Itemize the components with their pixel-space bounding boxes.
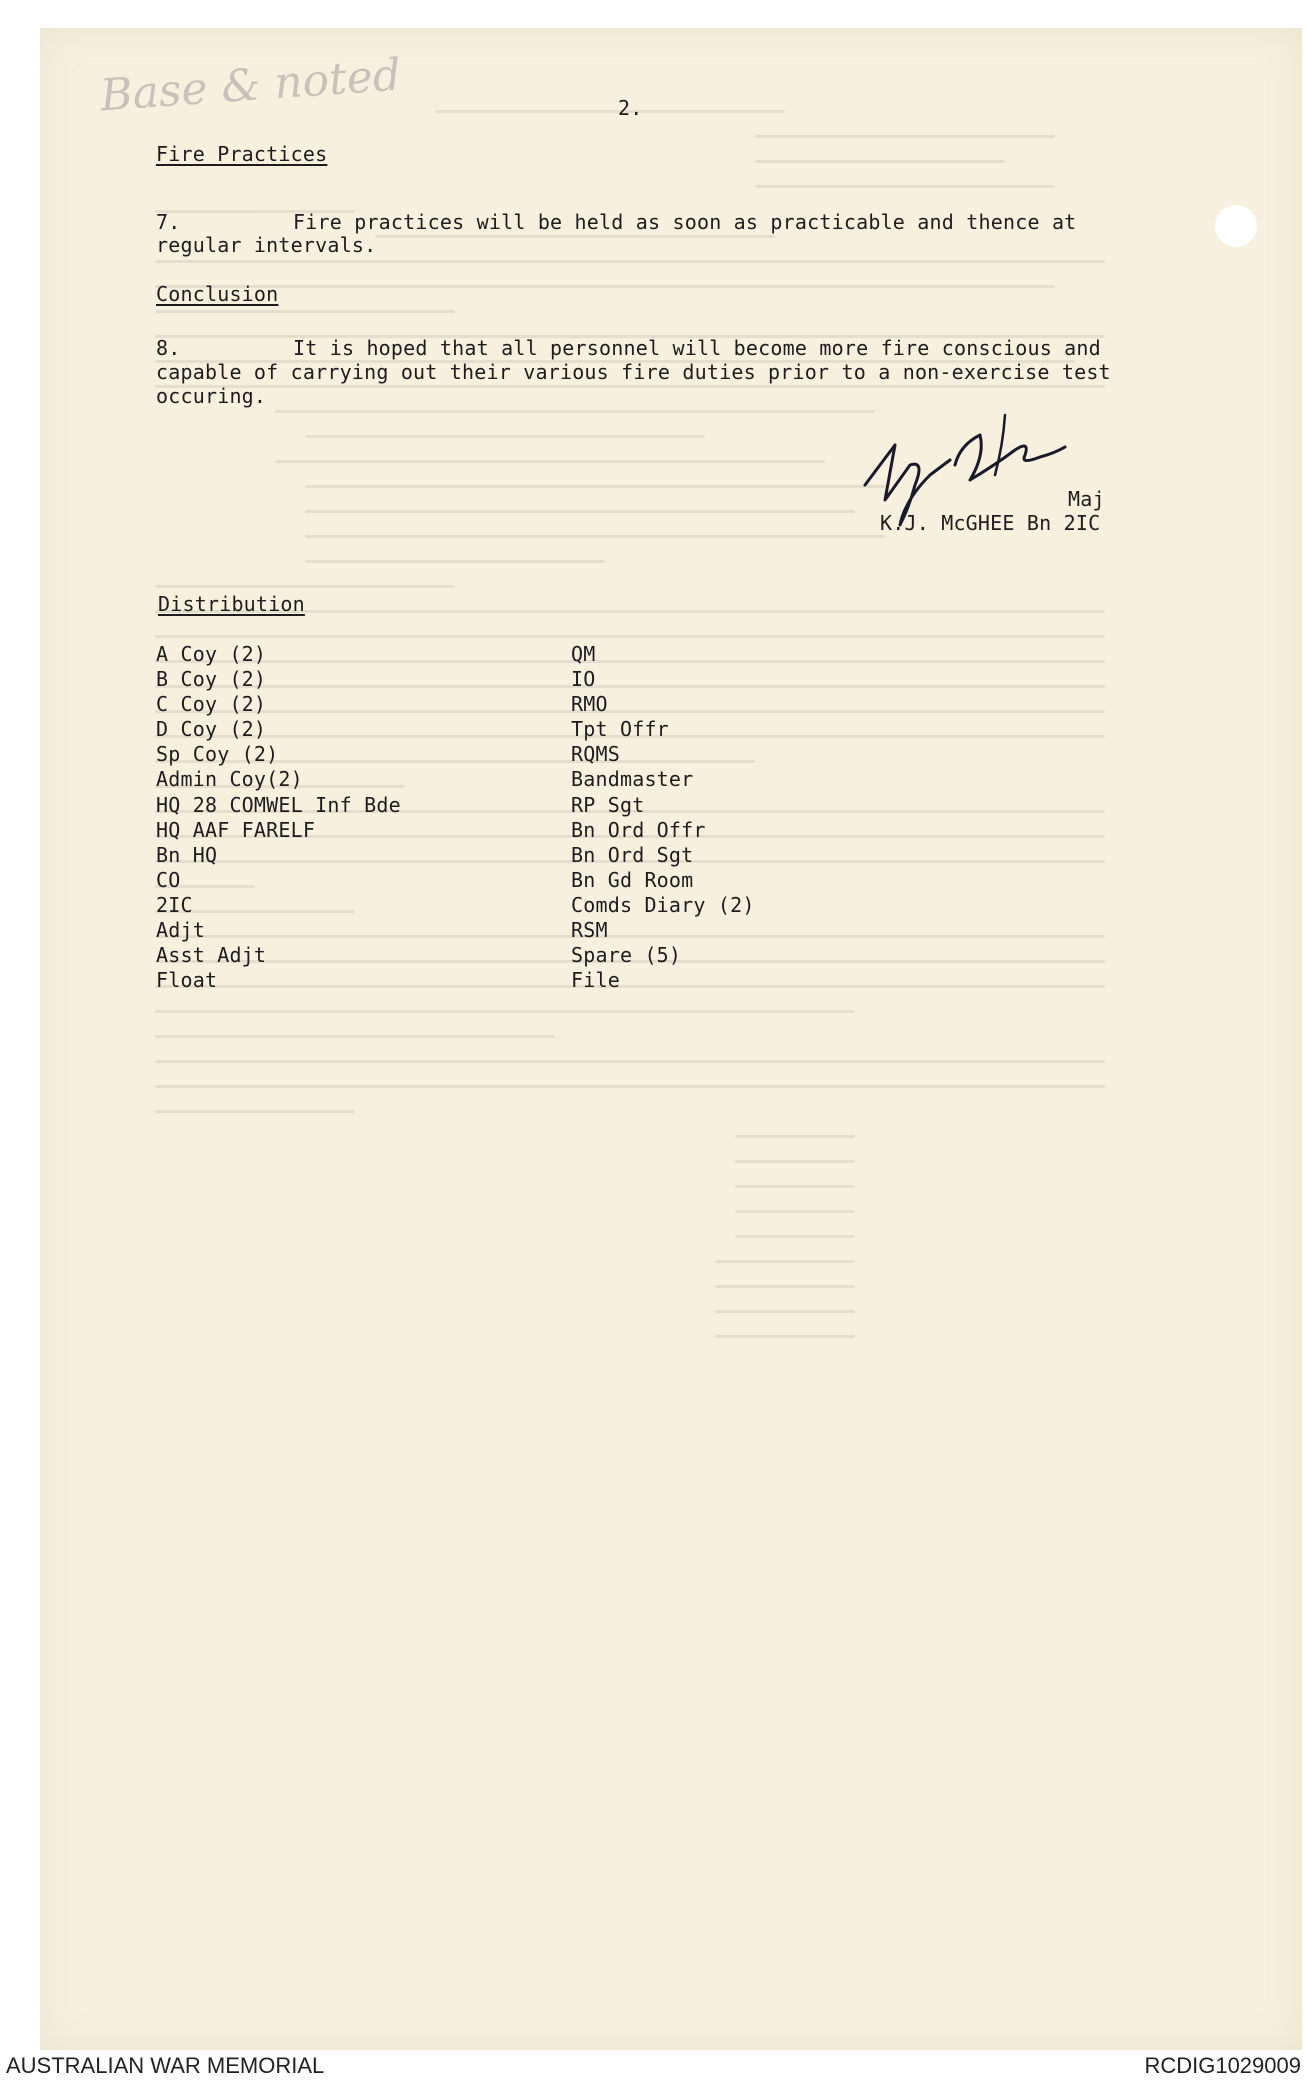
distribution-entry: Bn Ord Sgt: [571, 843, 694, 867]
distribution-entry: Bn HQ: [156, 843, 218, 867]
distribution-entry: Bandmaster: [571, 767, 694, 791]
distribution-entry: B Coy (2): [156, 667, 267, 691]
footer-record-id: RCDIG1029009: [1144, 2053, 1301, 2078]
distribution-entry: File: [571, 968, 620, 992]
distribution-entry: RP Sgt: [571, 793, 645, 817]
para-8-line-2: capable of carrying out their various fire duties prior to a non-exercise test: [156, 360, 1111, 384]
distribution-entry: A Coy (2): [156, 642, 267, 666]
distribution-entry: Adjt: [156, 918, 205, 942]
distribution-entry: RMO: [571, 692, 608, 716]
distribution-entry: Asst Adjt: [156, 943, 267, 967]
para-8-line-1: It is hoped that all personnel will become more fire conscious and: [293, 336, 1101, 360]
distribution-entry: 2IC: [156, 893, 193, 917]
distribution-entry: HQ AAF FARELF: [156, 818, 316, 842]
distribution-entry: D Coy (2): [156, 717, 267, 741]
distribution-entry: Float: [156, 968, 218, 992]
distribution-entry: Sp Coy (2): [156, 742, 279, 766]
distribution-entry: RQMS: [571, 742, 620, 766]
conclusion-heading: Conclusion: [156, 282, 279, 306]
pencil-annotation: Base & noted: [98, 49, 403, 122]
para-7-number: 7.: [156, 210, 181, 234]
distribution-entry: Spare (5): [571, 943, 682, 967]
distribution-entry: Tpt Offr: [571, 717, 669, 741]
punch-hole: [1215, 205, 1257, 247]
footer-institution: AUSTRALIAN WAR MEMORIAL: [6, 2053, 325, 2078]
distribution-entry: HQ 28 COMWEL Inf Bde: [156, 793, 401, 817]
distribution-entry: CO: [156, 868, 181, 892]
distribution-entry: Bn Gd Room: [571, 868, 694, 892]
signatory-rank: Maj: [1068, 487, 1105, 511]
distribution-entry: C Coy (2): [156, 692, 267, 716]
distribution-entry: RSM: [571, 918, 608, 942]
distribution-entry: IO: [571, 667, 596, 691]
distribution-entry: Comds Diary (2): [571, 893, 755, 917]
distribution-entry: QM: [571, 642, 596, 666]
para-7-line-2: regular intervals.: [156, 233, 377, 257]
page-number: 2.: [618, 96, 643, 120]
para-7-line-1: Fire practices will be held as soon as practicable and thence at: [293, 210, 1077, 234]
distribution-heading: Distribution: [158, 592, 305, 616]
distribution-entry: Bn Ord Offr: [571, 818, 706, 842]
signatory-name: K.J. McGHEE Bn 2IC: [880, 511, 1101, 535]
para-8-number: 8.: [156, 336, 181, 360]
para-8-line-3: occuring.: [156, 384, 267, 408]
fire-practices-heading: Fire Practices: [156, 142, 328, 166]
distribution-entry: Admin Coy(2): [156, 767, 303, 791]
